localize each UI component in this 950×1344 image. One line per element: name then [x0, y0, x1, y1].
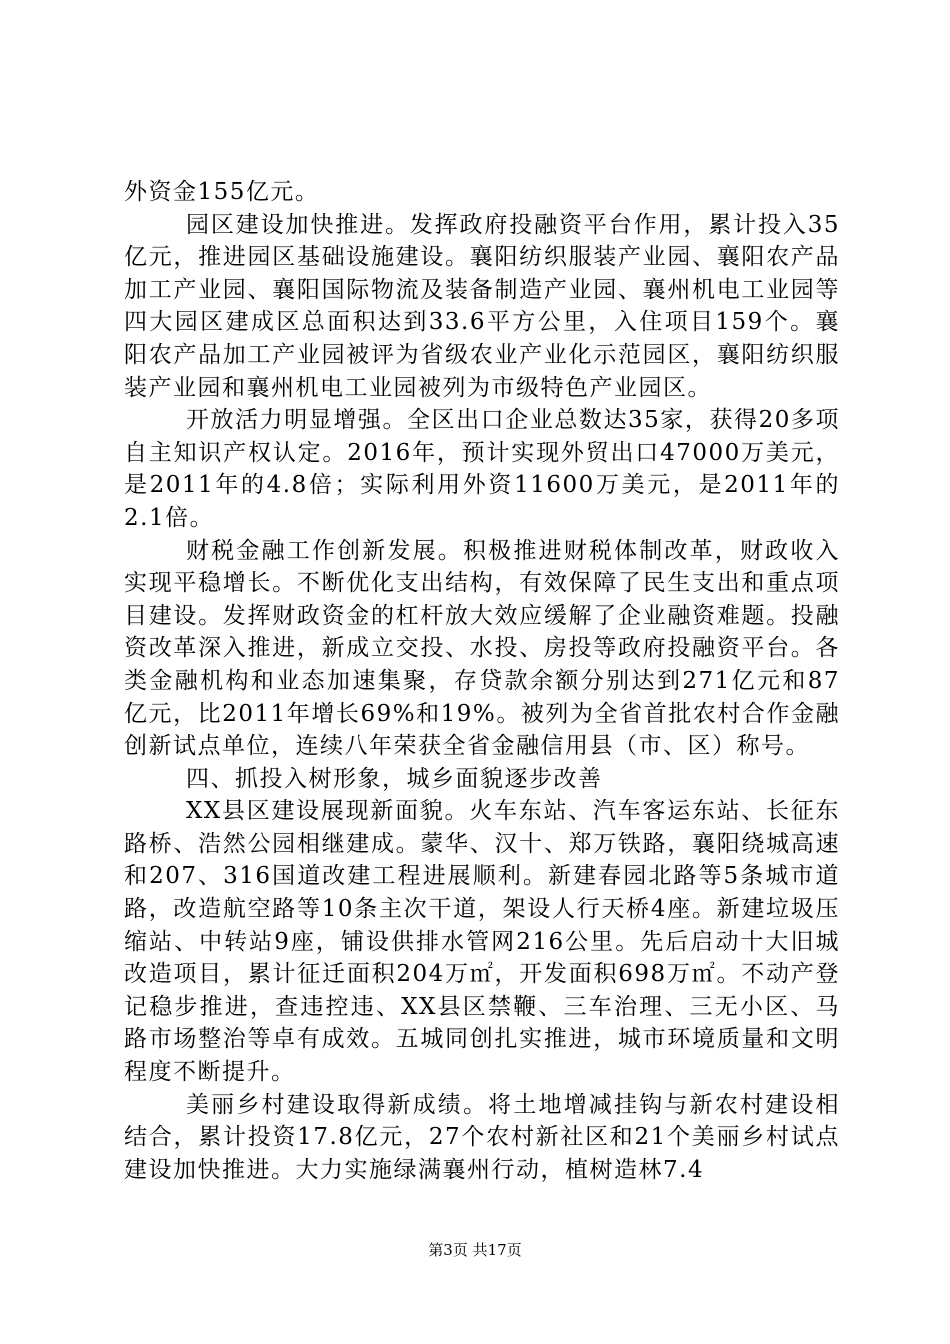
paragraph-openness: 开放活力明显增强。全区出口企业总数达35家，获得20多项自主知识产权认定。2016年，预计实现外贸出口47000万美元，是2011年的4.8倍；实际利用外资11600万美元，是2011年的2.1倍。: [124, 407, 840, 531]
paragraph-foreign-capital-tail: 外资金155亿元。: [124, 179, 320, 205]
paragraph-finance-tax: 财税金融工作创新发展。积极推进财税体制改革，财政收入实现平稳增长。不断优化支出结构，有效保障了民生支出和重点项目建设。发挥财政资金的杠杆放大效应缓解了企业融资难题。投融资改革深入推进，新成立交投、水投、房投等政府投融资平台。各类金融机构和业态加速集聚，存贷款余额分别达到271亿元和87亿元，比2011年增长69%和19%。被列为全省首批农村合作金融创新试点单位，连续八年荣获全省金融信用县（市、区）称号。: [124, 537, 840, 760]
paragraph-park-construction: 园区建设加快推进。发挥政府投融资平台作用，累计投入35亿元，推进园区基础设施建设。襄阳纺织服装产业园、襄阳农产品加工产业园、襄阳国际物流及装备制造产业园、襄州机电工业园等四大园区建成区总面积达到33.6平方公里，入住项目159个。襄阳农产品加工产业园被评为省级农业产业化示范园区，襄阳纺织服装产业园和襄州机电工业园被列为市级特色产业园区。: [124, 211, 840, 401]
document-body: [124, 176, 840, 1186]
page-number: 第3页 共17页: [428, 1241, 522, 1259]
paragraph-beautiful-village: 美丽乡村建设取得新成绩。将土地增减挂钩与新农村建设相结合，累计投资17.8亿元，27个农村新社区和21个美丽乡村试点建设加快推进。大力实施绿满襄州行动，植树造林7.4: [124, 1091, 840, 1183]
paragraph-urban-construction: XX县区建设展现新面貌。火车东站、汽车客运东站、长征东路桥、浩然公园相继建成。蒙华、汉十、郑万铁路，襄阳绕城高速和207、316国道改建工程进展顺利。新建春园北路等5条城市道路，改造航空路等10条主次干道，架设人行天桥4座。新建垃圾压缩站、中转站9座，铺设供排水管网216公里。先后启动十大旧城改造项目，累计征迁面积204万㎡，开发面积698万㎡。不动产登记稳步推进，查违控违、XX县区禁鞭、三车治理、三无小区、马路市场整治等卓有成效。五城同创扎实推进，城市环境质量和文明程度不断提升。: [124, 798, 840, 1086]
page-footer: [0, 1240, 950, 1260]
section-heading-four: 四、抓投入树形象，城乡面貌逐步改善: [186, 765, 603, 792]
